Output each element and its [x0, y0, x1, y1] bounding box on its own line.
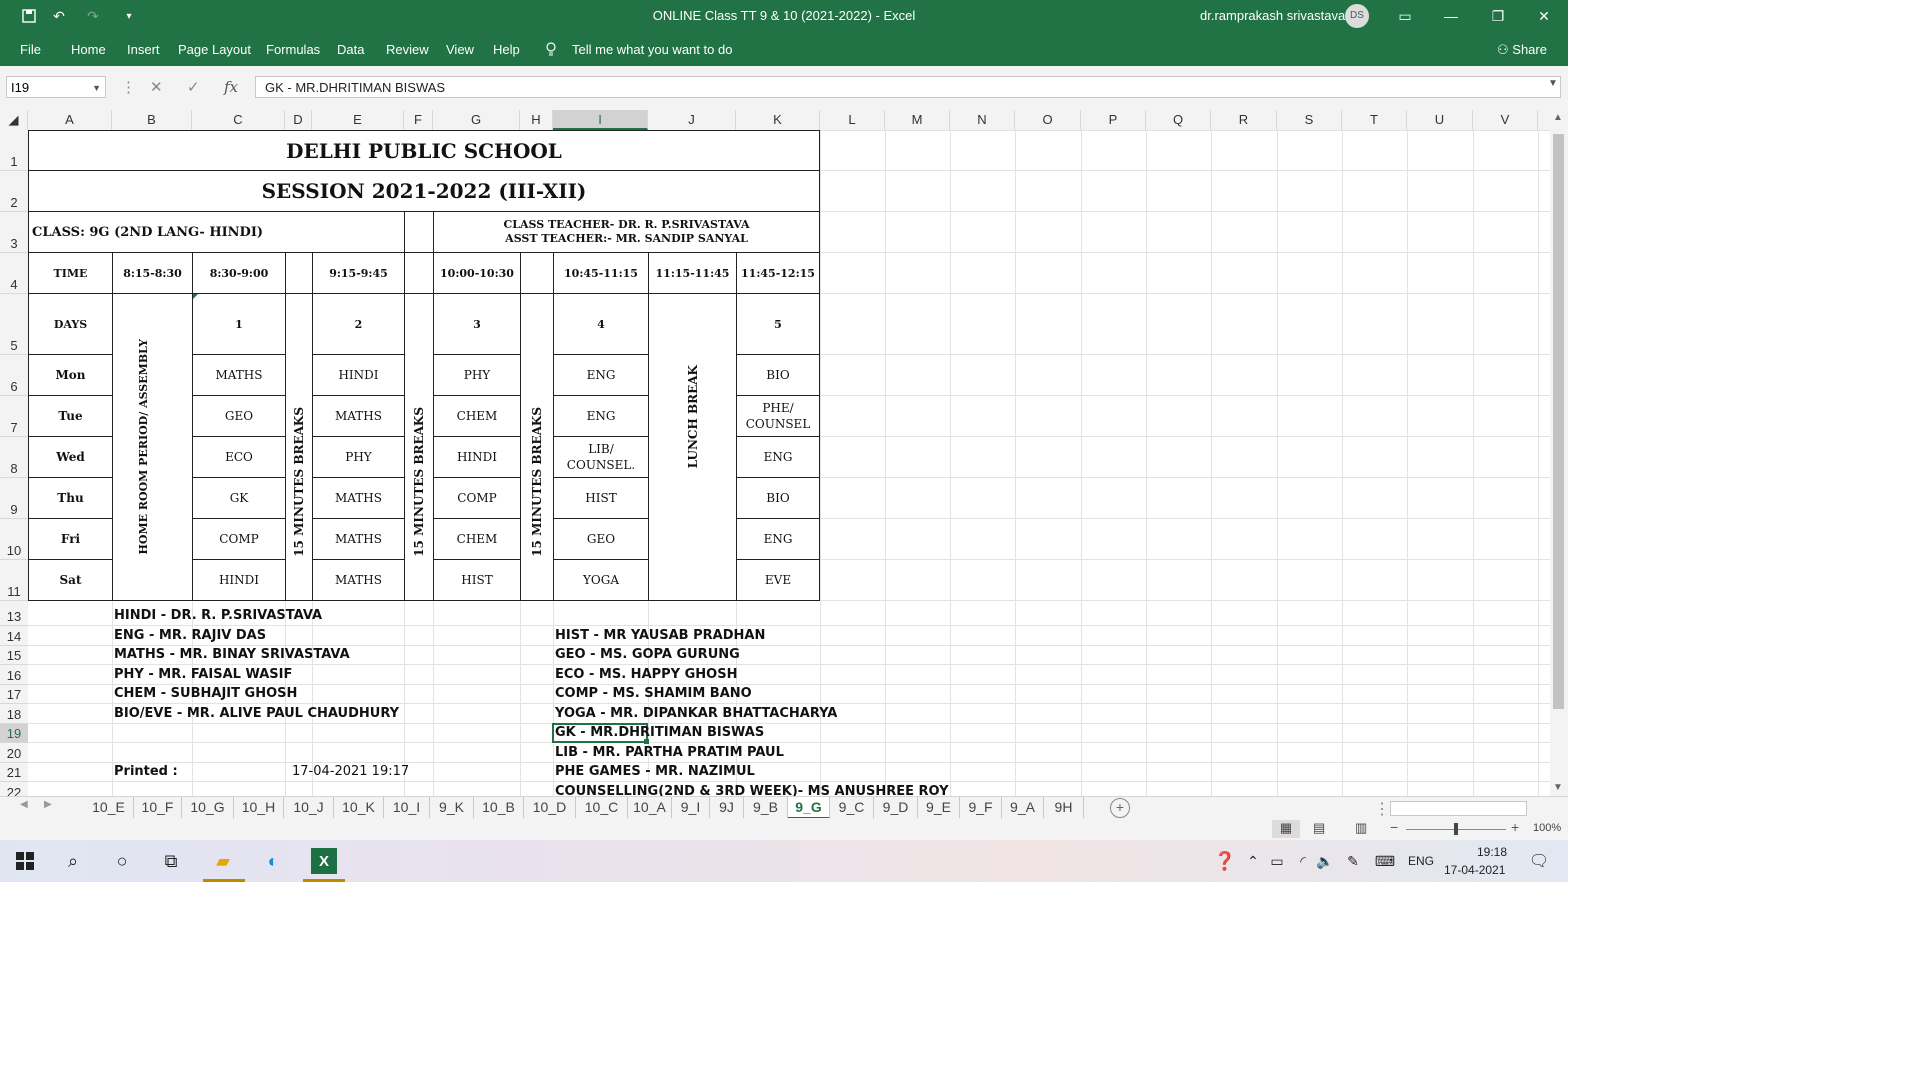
expand-formula-icon[interactable]: ▼ [1548, 78, 1558, 89]
day-name[interactable]: Tue [28, 395, 113, 437]
column-header-n[interactable]: N [950, 110, 1015, 130]
chevron-up-icon[interactable]: ⌃ [1247, 852, 1259, 869]
row-header[interactable]: 8 [0, 437, 28, 478]
column-header-e[interactable]: E [312, 110, 404, 130]
period-subject[interactable]: ENG [736, 518, 820, 560]
row-header[interactable]: 7 [0, 396, 28, 437]
excel-taskbar-icon[interactable]: X [311, 848, 337, 874]
day-name[interactable]: Fri [28, 518, 113, 560]
sheet-tab[interactable]: 9_I [672, 797, 710, 819]
blank-cell[interactable] [520, 252, 554, 294]
more-dots-icon: ⋮ [121, 79, 136, 96]
teacher-entry[interactable]: HIST - MR YAUSAB PRADHAN [555, 628, 766, 643]
teacher-entry[interactable]: YOGA - MR. DIPANKAR BHATTACHARYA [555, 706, 838, 721]
horizontal-scrollbar[interactable] [1390, 801, 1527, 816]
period-subject[interactable]: EVE [736, 559, 820, 601]
clock-date[interactable]: 17-04-2021 [1444, 863, 1506, 877]
clock-time[interactable]: 19:18 [1476, 845, 1508, 859]
period-subject[interactable]: GK [192, 477, 286, 519]
period-subject[interactable]: HINDI [433, 436, 521, 478]
period-number[interactable]: 5 [736, 293, 820, 355]
period-subject[interactable]: MATHS [312, 477, 405, 519]
vertical-scrollbar[interactable] [1550, 110, 1568, 796]
cortana-icon[interactable]: ○ [116, 850, 128, 871]
menu-page-layout[interactable]: Page Layout [178, 42, 252, 57]
column-header-b[interactable]: B [112, 110, 192, 130]
redo-icon[interactable]: ↷ [87, 7, 99, 24]
teacher-entry[interactable]: PHE GAMES - MR. NAZIMUL [555, 764, 755, 779]
row-headers [0, 130, 29, 796]
sheet-tab[interactable]: 9H [1044, 797, 1084, 819]
cancel-icon[interactable]: ✕ [150, 79, 163, 96]
period-subject[interactable]: BIO [736, 354, 820, 396]
teacher-entry[interactable]: GEO - MS. GOPA GURUNG [555, 647, 740, 662]
menu-data[interactable]: Data [337, 42, 365, 57]
page-break-view-icon[interactable]: ▥ [1355, 820, 1368, 835]
period-subject[interactable]: HINDI [312, 354, 405, 396]
row-header[interactable]: 13 [0, 601, 28, 626]
asst-teacher: ASST TEACHER:- MR. SANDIP SANYAL [505, 232, 748, 245]
menu-view[interactable]: View [446, 42, 474, 57]
menu-help[interactable]: Help [493, 42, 520, 57]
tell-me-search[interactable]: Tell me what you want to do [572, 42, 733, 57]
row-header[interactable]: 15 [0, 646, 28, 665]
column-header-t[interactable]: T [1342, 110, 1407, 130]
insert-function-icon[interactable]: fx [224, 78, 239, 96]
period-subject[interactable]: COMP [433, 477, 521, 519]
tab-scroll-right-icon[interactable]: ▶ [44, 799, 52, 810]
sheet-tab[interactable]: 9_C [830, 797, 874, 819]
window-title: ONLINE Class TT 9 & 10 (2021-2022) - Excel [652, 8, 916, 23]
sheet-tab[interactable]: 9_F [960, 797, 1002, 819]
period-subject[interactable]: ENG [553, 395, 649, 437]
column-header-r[interactable]: R [1211, 110, 1277, 130]
row-header[interactable]: 16 [0, 665, 28, 685]
undo-icon[interactable]: ↶ [53, 7, 65, 24]
scroll-up-icon[interactable]: ▲ [1553, 112, 1563, 123]
row-header[interactable]: 18 [0, 704, 28, 724]
period-number[interactable]: 3 [433, 293, 521, 355]
teacher-entry[interactable]: CHEM - SUBHAJIT GHOSH [114, 686, 298, 701]
period-number[interactable]: 2 [312, 293, 405, 355]
column-header-k[interactable]: K [736, 110, 820, 130]
column-header-c[interactable]: C [192, 110, 285, 130]
time-slot[interactable]: 9:15-9:45 [312, 252, 405, 294]
chevron-down-icon[interactable]: ▼ [92, 83, 101, 93]
period-subject[interactable]: HIST [433, 559, 521, 601]
row-header[interactable]: 1 [0, 130, 28, 171]
period-subject[interactable]: HINDI [192, 559, 286, 601]
teacher-entry[interactable]: COMP - MS. SHAMIM BANO [555, 686, 752, 701]
keyboard-icon[interactable]: ⌨ [1374, 852, 1396, 869]
zoom-out-icon[interactable]: − [1390, 819, 1399, 835]
teacher-entry[interactable]: GK - MR.DHRITIMAN BISWAS [555, 725, 765, 740]
column-headers [0, 110, 1550, 131]
excel-title-bar [0, 0, 1568, 66]
search-icon[interactable]: ⌕ [67, 850, 79, 871]
edge-icon[interactable]: ◐ [267, 850, 279, 871]
blank-cell[interactable] [285, 252, 313, 294]
sheet-tab[interactable]: 10_F [134, 797, 182, 819]
row-header[interactable]: 14 [0, 626, 28, 646]
zoom-thumb[interactable] [1454, 823, 1458, 835]
time-label[interactable]: TIME [28, 252, 113, 294]
school-title[interactable]: DELHI PUBLIC SCHOOL [28, 130, 820, 171]
column-header-v[interactable]: V [1473, 110, 1538, 130]
lunch-cell[interactable] [648, 293, 737, 601]
windows-start-icon[interactable] [12, 848, 38, 874]
period-subject[interactable]: MATHS [192, 354, 286, 396]
period-number[interactable]: 4 [553, 293, 649, 355]
sheet-tab[interactable]: 10_A [628, 797, 672, 819]
sheet-tab[interactable]: 10_C [576, 797, 628, 819]
period-subject[interactable]: GEO [192, 395, 286, 437]
customize-qat-icon[interactable]: ▾ [126, 10, 132, 22]
ribbon-display-icon[interactable]: ▭ [1398, 8, 1412, 24]
time-slot[interactable]: 8:15-8:30 [112, 252, 193, 294]
page-layout-view-icon[interactable]: ▤ [1313, 820, 1326, 835]
column-header-i[interactable]: I [553, 110, 648, 130]
period-subject[interactable]: CHEM [433, 395, 521, 437]
scroll-down-icon[interactable]: ▼ [1553, 782, 1563, 793]
time-slot[interactable]: 11:45-12:15 [736, 252, 820, 294]
sheet-tab[interactable]: 10_E [84, 797, 134, 819]
teacher-entry[interactable]: ENG - MR. RAJIV DAS [114, 628, 267, 643]
person-icon: ⚇ [1497, 42, 1509, 57]
row-header[interactable]: 21 [0, 763, 28, 782]
enter-icon[interactable]: ✓ [187, 79, 200, 96]
break-cell[interactable] [404, 293, 434, 601]
row-header[interactable]: 4 [0, 253, 28, 294]
sheet-tab[interactable]: 9_A [1002, 797, 1044, 819]
period-subject[interactable]: BIO [736, 477, 820, 519]
break-cell[interactable] [520, 293, 554, 601]
scroll-thumb[interactable] [1553, 134, 1564, 709]
menu-formulas[interactable]: Formulas [266, 42, 321, 57]
help-icon[interactable]: ❓ [1213, 850, 1237, 871]
column-header-o[interactable]: O [1015, 110, 1081, 130]
sheet-tab-bar [0, 796, 1568, 819]
sheet-tab[interactable]: 9J [710, 797, 744, 819]
zoom-level[interactable]: 100% [1533, 822, 1562, 834]
row-header[interactable]: 22 [0, 782, 28, 796]
column-header-d[interactable]: D [285, 110, 312, 130]
blank-cell[interactable] [404, 252, 434, 294]
minimize-icon[interactable]: — [1444, 8, 1458, 24]
zoom-in-icon[interactable]: + [1511, 819, 1520, 835]
volume-icon[interactable]: 🔈 [1316, 852, 1334, 869]
active-indicator [203, 879, 245, 882]
break-label: 15 MINUTES BREAKS [412, 407, 426, 557]
tab-scroll-left-icon[interactable]: ◀ [20, 799, 28, 810]
row-header[interactable]: 6 [0, 355, 28, 396]
period-subject[interactable]: LIB/ COUNSEL. [553, 436, 649, 478]
teacher-entry[interactable]: HINDI - DR. R. P.SRIVASTAVA [114, 608, 323, 623]
sheet-tab[interactable]: 9_B [744, 797, 788, 819]
status-bar [0, 818, 1568, 840]
period-subject[interactable]: ENG [553, 354, 649, 396]
pen-icon[interactable]: ✎ [1347, 852, 1359, 869]
formula-bar-area [0, 66, 1568, 111]
sheet-tab[interactable]: 9_K [430, 797, 474, 819]
teacher-entry[interactable]: LIB - MR. PARTHA PRATIM PAUL [555, 745, 784, 760]
period-subject[interactable]: MATHS [312, 559, 405, 601]
menu-review[interactable]: Review [386, 42, 429, 57]
day-name[interactable]: Wed [28, 436, 113, 478]
worksheet-grid[interactable] [28, 130, 1550, 796]
column-header-m[interactable]: M [885, 110, 950, 130]
wifi-icon[interactable]: ◜ [1300, 852, 1306, 869]
share-label: Share [1512, 42, 1547, 57]
period-subject[interactable]: MATHS [312, 395, 405, 437]
home-room-label: HOME ROOM PERIOD/ ASSEMBLY [136, 339, 150, 555]
column-header-f[interactable]: F [404, 110, 433, 130]
file-explorer-icon[interactable]: ▰ [216, 850, 230, 871]
menu-home[interactable]: Home [71, 42, 106, 57]
class-teacher: CLASS TEACHER- DR. R. P.SRIVASTAVA [503, 218, 750, 231]
class-label[interactable]: CLASS: 9G (2ND LANG- HINDI) [28, 211, 405, 253]
teacher-entry[interactable]: ECO - MS. HAPPY GHOSH [555, 667, 738, 682]
home-room-cell[interactable] [112, 293, 193, 601]
row-header[interactable]: 20 [0, 743, 28, 763]
formula-input[interactable]: GK - MR.DHRITIMAN BISWAS [255, 76, 1561, 98]
language-indicator[interactable]: ENG [1408, 854, 1435, 868]
printed-value[interactable]: 17-04-2021 19:17 [292, 764, 410, 779]
close-icon[interactable]: ✕ [1538, 8, 1550, 24]
select-all-corner[interactable]: ◢ [0, 110, 28, 130]
user-name[interactable]: dr.ramprakash srivastava [1200, 8, 1346, 23]
column-header-l[interactable]: L [820, 110, 885, 130]
column-header-h[interactable]: H [520, 110, 553, 130]
lunch-label: LUNCH BREAK [685, 365, 700, 469]
sheet-tab[interactable]: 10_H [234, 797, 284, 819]
column-header-g[interactable]: G [433, 110, 520, 130]
notifications-icon[interactable]: 🗨 [1528, 853, 1550, 870]
teacher-info[interactable] [433, 211, 820, 253]
period-subject[interactable]: COMP [192, 518, 286, 560]
avatar[interactable]: DS [1345, 4, 1369, 28]
sheet-tab[interactable]: 9_D [874, 797, 918, 819]
row-header[interactable]: 2 [0, 171, 28, 212]
teacher-entry[interactable]: MATHS - MR. BINAY SRIVASTAVA [114, 647, 350, 662]
days-label[interactable]: DAYS [28, 293, 113, 355]
teacher-entry[interactable]: BIO/EVE - MR. ALIVE PAUL CHAUDHURY [114, 706, 400, 721]
sheet-tab[interactable]: 10_J [284, 797, 334, 819]
period-subject[interactable]: GEO [553, 518, 649, 560]
active-indicator [303, 879, 345, 882]
battery-icon[interactable]: ▭ [1270, 852, 1284, 869]
period-subject[interactable]: ENG [736, 436, 820, 478]
period-subject[interactable]: YOGA [553, 559, 649, 601]
menu-insert[interactable]: Insert [127, 42, 160, 57]
break-label: 15 MINUTES BREAKS [292, 407, 306, 557]
row-header[interactable]: 3 [0, 212, 28, 253]
period-subject[interactable]: PHE/ COUNSEL [736, 395, 820, 437]
sheet-tab[interactable]: 10_B [474, 797, 524, 819]
period-subject[interactable]: PHY [433, 354, 521, 396]
restore-icon[interactable]: ❐ [1491, 8, 1505, 24]
teacher-entry[interactable]: COUNSELLING(2ND & 3RD WEEK)- MS ANUSHREE ROY [555, 784, 949, 796]
menu-file[interactable]: File [20, 42, 41, 57]
column-header-p[interactable]: P [1081, 110, 1146, 130]
task-view-icon[interactable]: ⧉ [164, 850, 178, 871]
column-header-q[interactable]: Q [1146, 110, 1211, 130]
column-header-s[interactable]: S [1277, 110, 1342, 130]
time-slot[interactable]: 10:45-11:15 [553, 252, 649, 294]
time-slot[interactable]: 10:00-10:30 [433, 252, 521, 294]
column-header-a[interactable]: A [28, 110, 112, 130]
period-subject[interactable]: HIST [553, 477, 649, 519]
sheet-tab[interactable]: 9_E [918, 797, 960, 819]
sheet-tab[interactable]: 10_D [524, 797, 576, 819]
name-box[interactable]: I19 ▼ [6, 76, 106, 98]
lightbulb-icon [545, 42, 557, 59]
row-header[interactable]: 11 [0, 560, 28, 601]
row-header[interactable]: 10 [0, 519, 28, 560]
sheet-tab[interactable]: 10_K [334, 797, 384, 819]
day-name[interactable]: Mon [28, 354, 113, 396]
time-slot[interactable]: 11:15-11:45 [648, 252, 737, 294]
normal-view-icon[interactable]: ▦ [1272, 820, 1300, 838]
teacher-entry[interactable]: PHY - MR. FAISAL WASIF [114, 667, 293, 682]
blank-cell[interactable] [404, 211, 434, 253]
period-subject[interactable]: MATHS [312, 518, 405, 560]
windows-taskbar [0, 840, 1568, 882]
break-label: 15 MINUTES BREAKS [530, 407, 544, 557]
column-header-u[interactable]: U [1407, 110, 1473, 130]
column-header-j[interactable]: J [648, 110, 736, 130]
share-button[interactable] [1497, 42, 1547, 58]
sheet-tab[interactable]: 9_G [788, 797, 830, 819]
row-header[interactable]: 5 [0, 294, 28, 355]
session-title[interactable]: SESSION 2021-2022 (III-XII) [28, 170, 820, 212]
split-handle-icon[interactable]: ⋮ [1374, 801, 1390, 818]
row-header[interactable]: 17 [0, 685, 28, 704]
row-header[interactable]: 9 [0, 478, 28, 519]
break-cell[interactable] [285, 293, 313, 601]
day-name[interactable]: Thu [28, 477, 113, 519]
time-slot[interactable]: 8:30-9:00 [192, 252, 286, 294]
row-header[interactable]: 19 [0, 724, 28, 743]
new-sheet-icon[interactable]: + [1110, 798, 1130, 818]
sheet-tab[interactable]: 10_I [384, 797, 430, 819]
period-subject[interactable]: ECO [192, 436, 286, 478]
day-name[interactable]: Sat [28, 559, 113, 601]
period-subject[interactable]: PHY [312, 436, 405, 478]
printed-label[interactable]: Printed : [114, 764, 178, 779]
period-number[interactable]: 1 [192, 293, 286, 355]
sheet-tab[interactable]: 10_G [182, 797, 234, 819]
period-subject[interactable]: CHEM [433, 518, 521, 560]
